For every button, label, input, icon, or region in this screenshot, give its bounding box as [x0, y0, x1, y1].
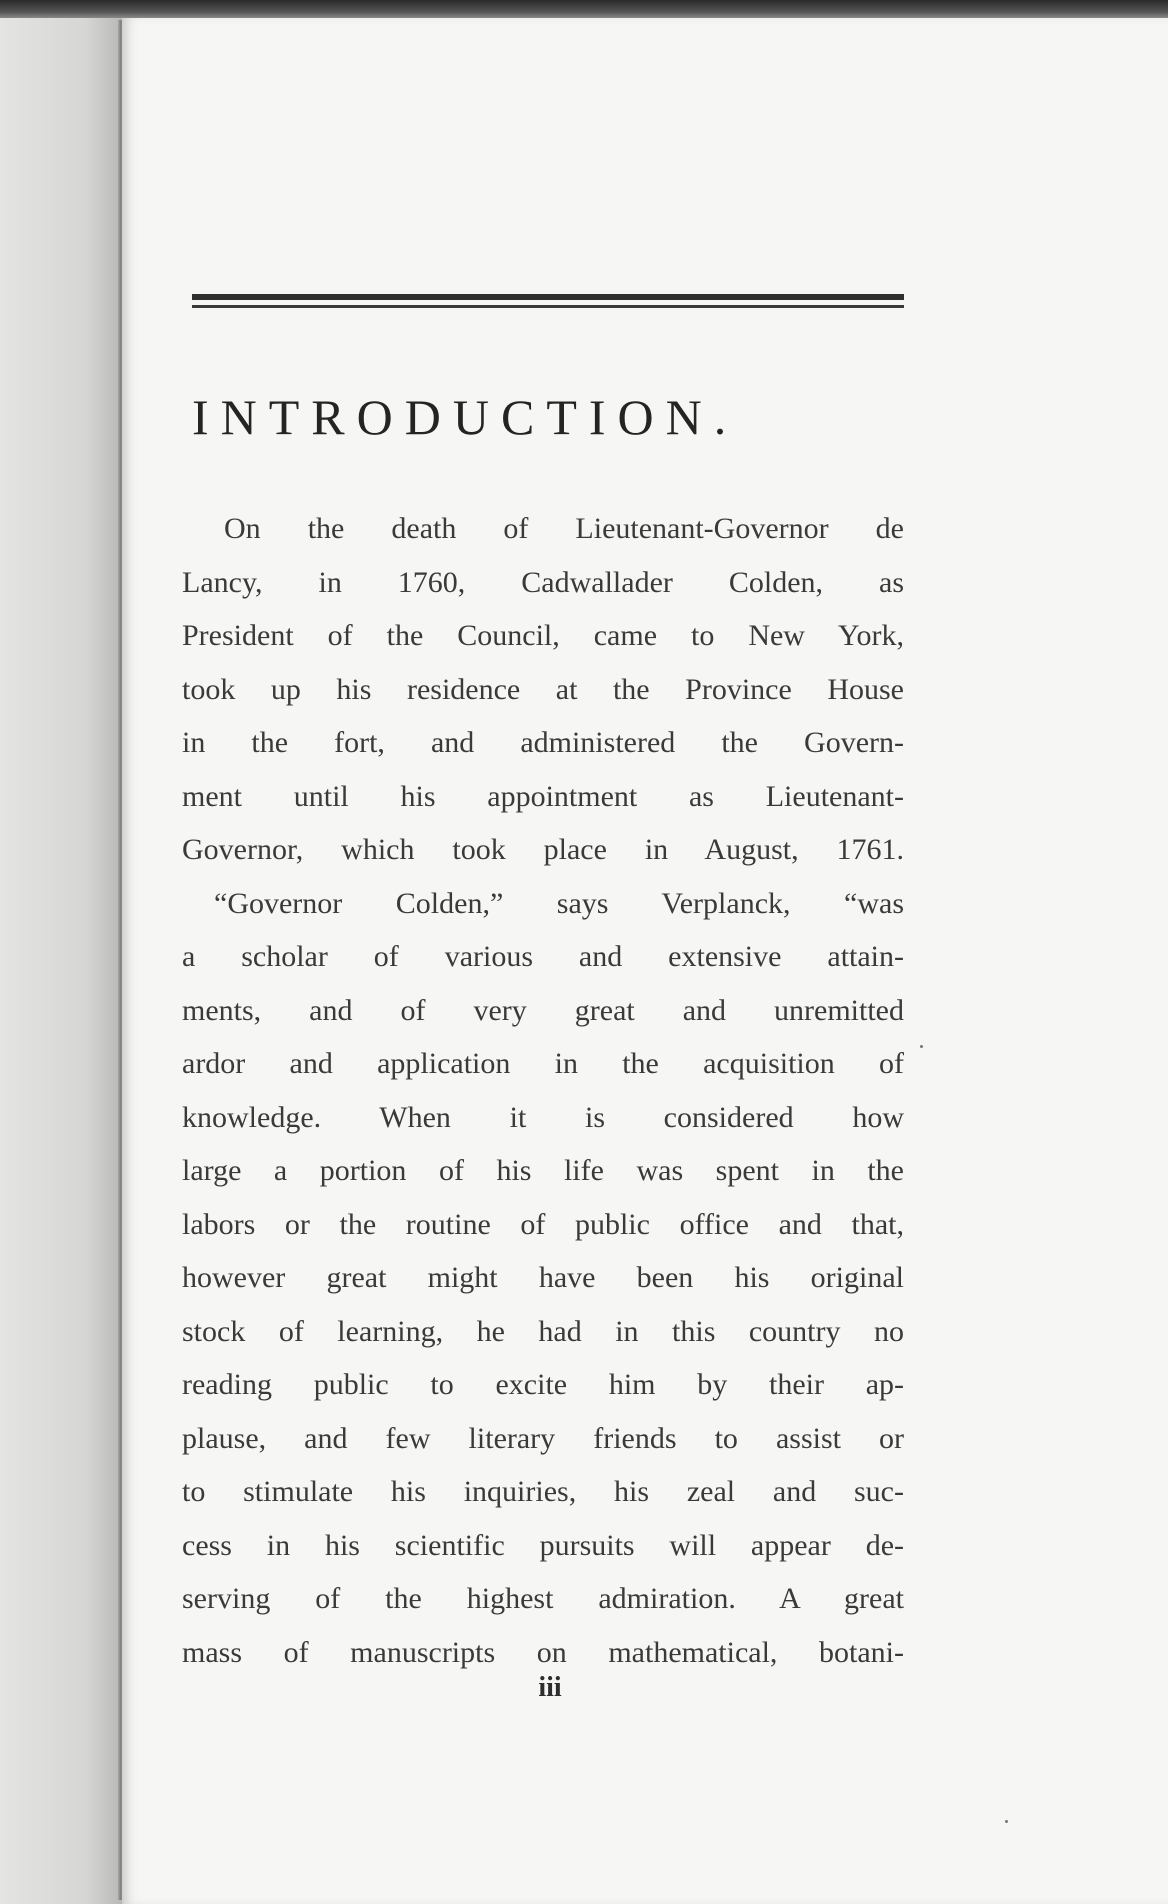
- text-line: President of the Council, came to New York,: [182, 619, 904, 652]
- facing-page-edge: [0, 18, 122, 1904]
- text-line: took up his residence at the Province House: [182, 672, 904, 706]
- text-line: cess in his scientific pursuits will appear de-: [182, 1528, 904, 1562]
- paper-speck: [1005, 1820, 1008, 1823]
- text-line: large a portion of his life was spent in the: [182, 1154, 904, 1187]
- text-line: Governor, which took place in August, 1761.: [182, 833, 904, 866]
- text-line: in the fort, and administered the Govern-: [182, 726, 904, 759]
- text-line: plause, and few literary friends to assist or: [182, 1421, 904, 1455]
- text-line: however great might have been his original: [182, 1261, 904, 1294]
- text-line: ment until his appointment as Lieutenant-: [182, 779, 904, 813]
- double-rule-ornament: [192, 294, 904, 308]
- scan-top-edge: [0, 0, 1168, 20]
- text-line: reading public to excite him by their ap-: [182, 1368, 904, 1401]
- text-line: knowledge. When it is considered how: [182, 1100, 904, 1134]
- text-line: “Governor Colden,” says Verplanck, “was: [214, 886, 904, 920]
- rule-thin: [192, 305, 904, 308]
- text-line: stock of learning, he had in this country no: [182, 1314, 904, 1348]
- text-line: a scholar of various and extensive attain-: [182, 940, 904, 973]
- paper-speck: [920, 1045, 923, 1048]
- chapter-title: INTRODUCTION.: [192, 389, 739, 445]
- page-number: iii: [538, 1672, 562, 1703]
- text-line: labors or the routine of public office and that,: [182, 1207, 904, 1241]
- text-line: to stimulate his inquiries, his zeal and suc-: [182, 1475, 904, 1508]
- text-line: On the death of Lieutenant-Governor de: [224, 512, 904, 545]
- text-line: mass of manuscripts on mathematical, botani-: [182, 1635, 904, 1669]
- text-line: serving of the highest admiration. A great: [182, 1582, 904, 1615]
- text-line: Lancy, in 1760, Cadwallader Colden, as: [182, 565, 904, 599]
- body-text: [182, 502, 904, 1679]
- text-line: ments, and of very great and unremitted: [182, 993, 904, 1027]
- text-line: ardor and application in the acquisition of: [182, 1047, 904, 1080]
